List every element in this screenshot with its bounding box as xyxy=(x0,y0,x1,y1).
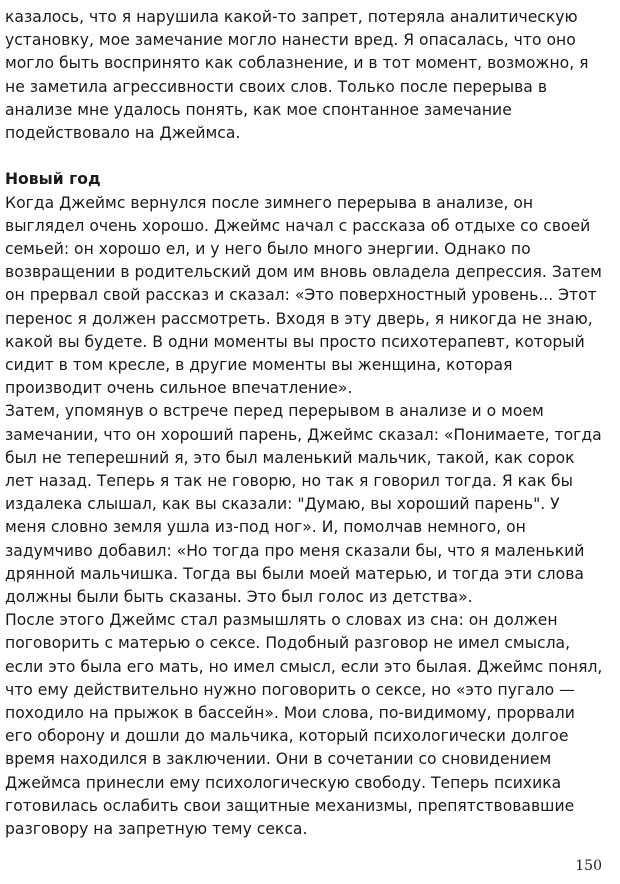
intro-paragraph: казалось, что я нарушила какой-то запрет, потеряла аналитическую установку, мое замечание могло нанести вред. Я опасалась, что оно могло быть воспринято как соблазнение, и в тот момент, возможно, я не заметила агрессивности своих слов. Только после перерыва в анализе мне удалось понять, как мое спонтанное замечание подействовало на Джеймса. xyxy=(5,8,589,143)
paragraph-3: После этого Джеймс стал размышлять о словах из сна: он должен поговорить с матерью о сексе. Подобный разговор не имел смысла, если это была его мать, но имел смысл, если это былая. Джеймс понял, что ему действительно нужно поговорить о сексе, но «это пугало — походило на прыжок в бассейн». Мои слова, по-видимому, прорвали его оборону и дошли до мальчика, который психологически долгое время находился в заключении. Они в сочетании со сновидением Джеймса принесли ему психологическую свободу. Теперь психика готовилась ослабить свои защитные механизмы, препятствовавшие разговору на запретную тему секса. xyxy=(5,611,603,839)
paragraph-1: Когда Джеймс вернулся после зимнего перерыва в анализе, он выглядел очень хорошо. Джеймс начал с рассказа об отдыхе со своей семьей: он хорошо ел, и у него было много энергии. Однако по возвращении в родительский дом им вновь овладела депрессия. Затем он прервал свой рассказ и сказал: «Это поверхностный уровень... Этот перенос я должен рассмотреть. Входя в эту дверь, я никогда не знаю, какой вы будете. В одни моменты вы просто психотерапевт, который сидит в том кресле, в другие моменты вы женщина, которая производит очень сильное впечатление». xyxy=(5,193,602,398)
section-heading: Новый год xyxy=(5,170,101,189)
paragraph-2: Затем, упомянув о встрече перед перерывом в анализе и о моем замечании, что он хороший парень, Джеймс сказал: «Понимаете, тогда был не теперешний я, это был маленький мальчик, такой, как сорок лет назад. Теперь я так не говорю, но так я говорил тогда. Я как бы издалека слышал, как вы сказали: "Думаю, вы хороший парень". У меня словно земля ушла из-под ног». И, помолчав немного, он задумчиво добавил: «Но тогда про меня сказали бы, что я маленький дрянной мальчишка. Тогда вы были моей матерью, и тогда эти слова должны были быть сказаны. Это был голос из детства». xyxy=(5,402,602,607)
page-number: 150 xyxy=(575,857,602,874)
